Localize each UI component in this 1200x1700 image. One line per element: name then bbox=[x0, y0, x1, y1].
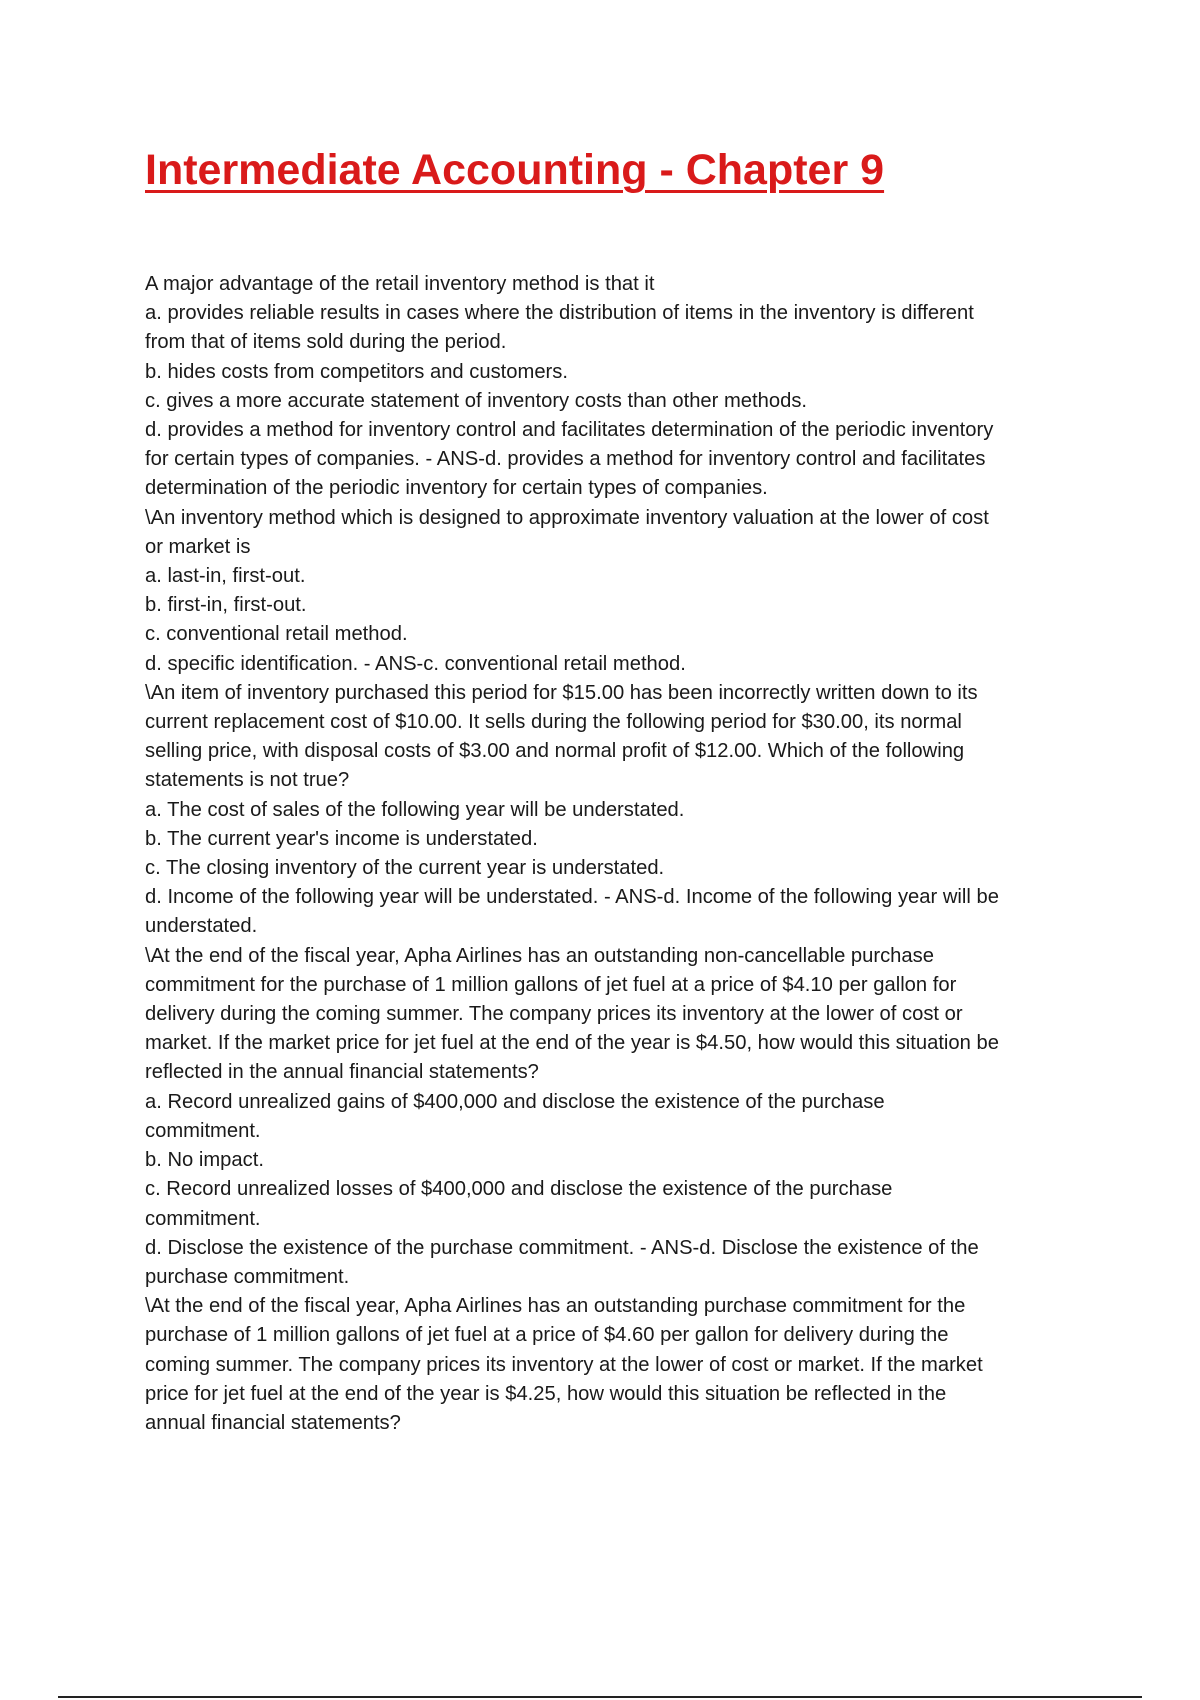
text-line: current replacement cost of $10.00. It sells during the following period for $30.00, its normal bbox=[145, 711, 962, 734]
text-line: a. last-in, first-out. bbox=[145, 565, 306, 588]
text-line: \At the end of the fiscal year, Apha Airlines has an outstanding non-cancellable purchase bbox=[145, 944, 934, 967]
text-line: d. Disclose the existence of the purchase commitment. - ANS-d. Disclose the existence of the bbox=[145, 1236, 979, 1259]
text-line: commitment for the purchase of 1 million gallons of jet fuel at a price of $4.10 per gallon for bbox=[145, 973, 957, 996]
text-line: understated. bbox=[145, 915, 258, 938]
text-line: d. Income of the following year will be understated. - ANS-d. Income of the following year will be bbox=[145, 886, 999, 909]
text-line: c. conventional retail method. bbox=[145, 623, 408, 646]
text-line: \An inventory method which is designed to approximate inventory valuation at the lower of cost bbox=[145, 506, 989, 529]
text-line: delivery during the coming summer. The company prices its inventory at the lower of cost or bbox=[145, 1003, 963, 1026]
text-line: c. gives a more accurate statement of inventory costs than other methods. bbox=[145, 389, 808, 412]
document-body bbox=[145, 270, 1090, 1438]
text-line: \An item of inventory purchased this period for $15.00 has been incorrectly written down to its bbox=[145, 681, 978, 704]
text-line: b. first-in, first-out. bbox=[145, 594, 307, 617]
text-line: c. Record unrealized losses of $400,000 and disclose the existence of the purchase bbox=[145, 1178, 893, 1201]
document-title: Intermediate Accounting - Chapter 9 bbox=[145, 146, 885, 194]
text-line: market. If the market price for jet fuel at the end of the year is $4.50, how would this situation be bbox=[145, 1032, 999, 1055]
footer-divider bbox=[58, 1696, 1142, 1698]
text-line: for certain types of companies. - ANS-d. provides a method for inventory control and facilitates bbox=[145, 448, 986, 471]
text-line: annual financial statements? bbox=[145, 1411, 401, 1434]
text-line: coming summer. The company prices its inventory at the lower of cost or market. If the market bbox=[145, 1353, 983, 1376]
text-line: c. The closing inventory of the current year is understated. bbox=[145, 857, 665, 880]
text-line: b. The current year's income is understated. bbox=[145, 827, 538, 850]
text-line: commitment. bbox=[145, 1119, 261, 1142]
text-line: reflected in the annual financial statements? bbox=[145, 1061, 539, 1084]
text-line: \At the end of the fiscal year, Apha Airlines has an outstanding purchase commitment for the bbox=[145, 1295, 966, 1318]
text-line: a. The cost of sales of the following year will be understated. bbox=[145, 798, 685, 821]
text-line: statements is not true? bbox=[145, 769, 350, 792]
text-line: determination of the periodic inventory for certain types of companies. bbox=[145, 477, 768, 500]
text-line: a. Record unrealized gains of $400,000 and disclose the existence of the purchase bbox=[145, 1090, 885, 1113]
text-line: A major advantage of the retail inventory method is that it bbox=[145, 273, 655, 295]
text-line: or market is bbox=[145, 535, 251, 558]
text-line: d. provides a method for inventory control and facilitates determination of the periodic inventory bbox=[145, 419, 994, 442]
text-line: purchase commitment. bbox=[145, 1265, 350, 1288]
text-line: price for jet fuel at the end of the year is $4.25, how would this situation be reflected in the bbox=[145, 1382, 947, 1405]
text-line: commitment. bbox=[145, 1207, 261, 1230]
text-line: b. hides costs from competitors and customers. bbox=[145, 360, 568, 383]
text-line: purchase of 1 million gallons of jet fuel at a price of $4.60 per gallon for delivery during the bbox=[145, 1324, 949, 1347]
text-line: from that of items sold during the period. bbox=[145, 331, 507, 354]
text-line: b. No impact. bbox=[145, 1149, 264, 1172]
text-line: selling price, with disposal costs of $3.00 and normal profit of $12.00. Which of the following bbox=[145, 740, 965, 763]
text-line: a. provides reliable results in cases where the distribution of items in the inventory is different bbox=[145, 302, 974, 325]
text-line: d. specific identification. - ANS-c. conventional retail method. bbox=[145, 652, 686, 675]
